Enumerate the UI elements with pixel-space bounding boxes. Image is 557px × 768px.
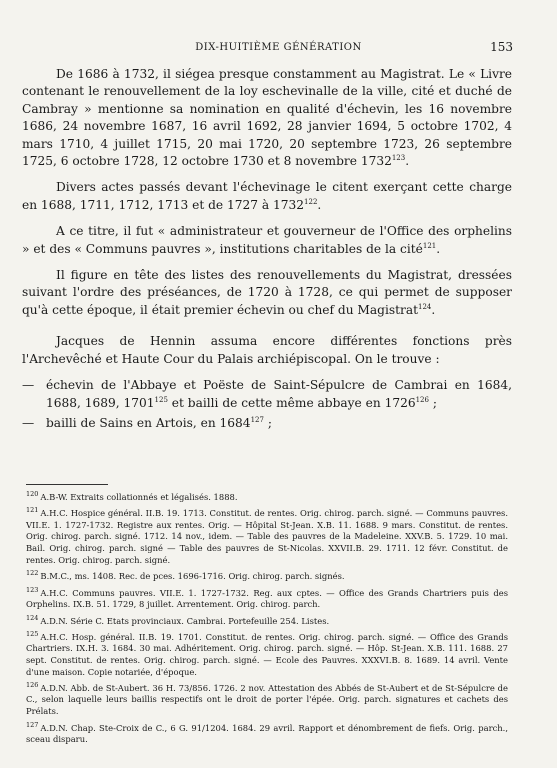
footnote: $^{120}$ A.B-W. Extraits collationnés et légalisés. 1888. [26,490,238,502]
footnote: $^{125}$ A.H.C. Hosp. général. II.B. 19. 1701. Constitut. de rentes. Orig. chirog. parch. signé. — Office des Grands Chartriers. IX.H. 3. 1684. 30 mai. Adhéritement. Orig. chirog. parch. signé. — Hôp. St-Jean. X.B. 111. 1688. 27 sept. Constitut. de rentes. Orig. chirog. parch. signé. — Ecole des Pauvres. XXXVI.B. 8. 1689. 14 avril. Vente d'une maison. Copie notariée, d'époque. [26,629,508,677]
footnote: $^{124}$ A.D.N. Série C. Etats provinciaux. Cambrai. Portefeuille 254. Listes. [26,613,330,626]
paragraph: A ce titre, il fut « administrateur et gouverneur de l'Office des orphelins » et des « Communs pauvres », institutions charitables de la cité$^{121}$. [22,224,512,256]
footnote-number: 121 [26,506,39,515]
paragraph: Divers actes passés devant l'échevinage le citent exerçant cette charge en 1688, 1711, 1712, 1713 et de 1727 à 1732$^{122}$. [22,180,512,212]
footnote-ref: 124 [418,302,432,311]
footnote: $^{121}$ A.H.C. Hospice général. II.B. 19. 1713. Constitut. de rentes. Orig. chirog. parch. signé. — Communs pauvres. VII.E. 1. 1727-1732. Registre aux rentes. Orig. — Hôpital St-Jean. X.B. 11. 1688. 9 mars. Constitut. de rentes. Orig. chirog. parch. signé. 1712. 14 nov., idem. — Table des pauvres de la Madeleine. XXV.B. 5. 1729. 10 mai. Bail. Orig. chirog. parch. signé — Table des pauvres de St-Nicolas. XXVII.B. 29. 1711. 12 févr. Constitut. de rentes. Orig. chirog. parch. signé. [26,506,508,565]
footnote-ref: 122 [304,197,318,206]
page-number: 153 [490,40,513,54]
list-dash: — [22,378,35,393]
paragraph: Il figure en tête des listes des renouvellements du Magistrat, dressées suivant l'ordre des préséances, de 1720 à 1728, ce qui permet de supposer qu'à cette époque, il était premier échevin ou chef du Magistrat$^{124}$. [22,268,512,317]
footnote: $^{122}$ B.M.C., ms. 1408. Rec. de pces. 1696-1716. Orig. chirog. parch. signés. [26,569,345,581]
footnote-separator [26,484,108,485]
footnote-number: 123 [26,585,39,594]
footnote-ref: 126 [415,395,429,404]
footnote-number: 125 [26,629,39,638]
footnote-ref: 121 [422,241,437,250]
main-text [22,66,512,435]
footnotes [26,489,508,748]
list-item: — bailli de Sains en Artois, en 1684$^{127}$ ; [22,415,512,432]
footnote-ref: 127 [250,415,264,424]
footnote-ref: 125 [154,395,168,404]
paragraph: Jacques de Hennin assuma encore différentes fonctions près l'Archevêché et Haute Cour du Palais archiépiscopal. On le trouve : [22,334,512,366]
footnote: $^{127}$ A.D.N. Chap. Ste-Croix de C., 6 G. 91/1204. 1684. 29 avril. Rapport et dénombrement de fiefs. Orig. parch., sceau disparu. [26,720,508,745]
footnote-number: 124 [26,613,39,622]
list-item: — échevin de l'Abbaye et Poëste de Saint-Sépulcre de Cambrai en 1684, 1688, 1689, 1701$^{125}$ et bailli de cette même abbaye en 1726$^{126}$ ; [22,378,512,410]
running-header [0,40,557,58]
list-dash: — [22,415,35,430]
footnote: $^{126}$ A.D.N. Abb. de St-Aubert. 36 H. 73/856. 1726. 2 nov. Attestation des Abbés de St-Aubert et de St-Sépulcre de C., selon laquelle leurs baillis respectifs ont le droit de porter l'épée. Orig. parch. signatures et cachets des Prélats. [26,681,508,717]
footnote-number: 122 [26,569,39,578]
footnote-number: 127 [26,720,39,729]
footnote-ref: 123 [391,153,406,162]
footnote-number: 126 [26,681,39,690]
footnote-number: 120 [26,490,39,498]
running-title: DIX-HUITIÈME GÉNÉRATION [195,42,362,53]
footnote: $^{123}$ A.H.C. Communs pauvres. VII.E. 1. 1727-1732. Reg. aux cptes. — Office des Grands Chartriers puis des Orphelins. IX.B. 51. 1729, 8 juillet. Arrentement. Orig. chirog. parch. [26,585,508,609]
paragraph: De 1686 à 1732, il siégea presque constamment au Magistrat. Le « Livre contenant le renouvellement de la loy eschevinalle de la ville, cité et duché de Cambray » mentionne sa nomination en qualité d'échevin, les 16 novembre 1686, 24 novembre 1687, 16 avril 1692, 28 janvier 1694, 5 octobre 1702, 4 mars 1710, 4 juillet 1715, 20 mai 1720, 20 septembre 1723, 26 septembre 1725, 6 octobre 1728, 12 octobre 1730 et 8 novembre 1732$^{123}$. [22,67,512,169]
